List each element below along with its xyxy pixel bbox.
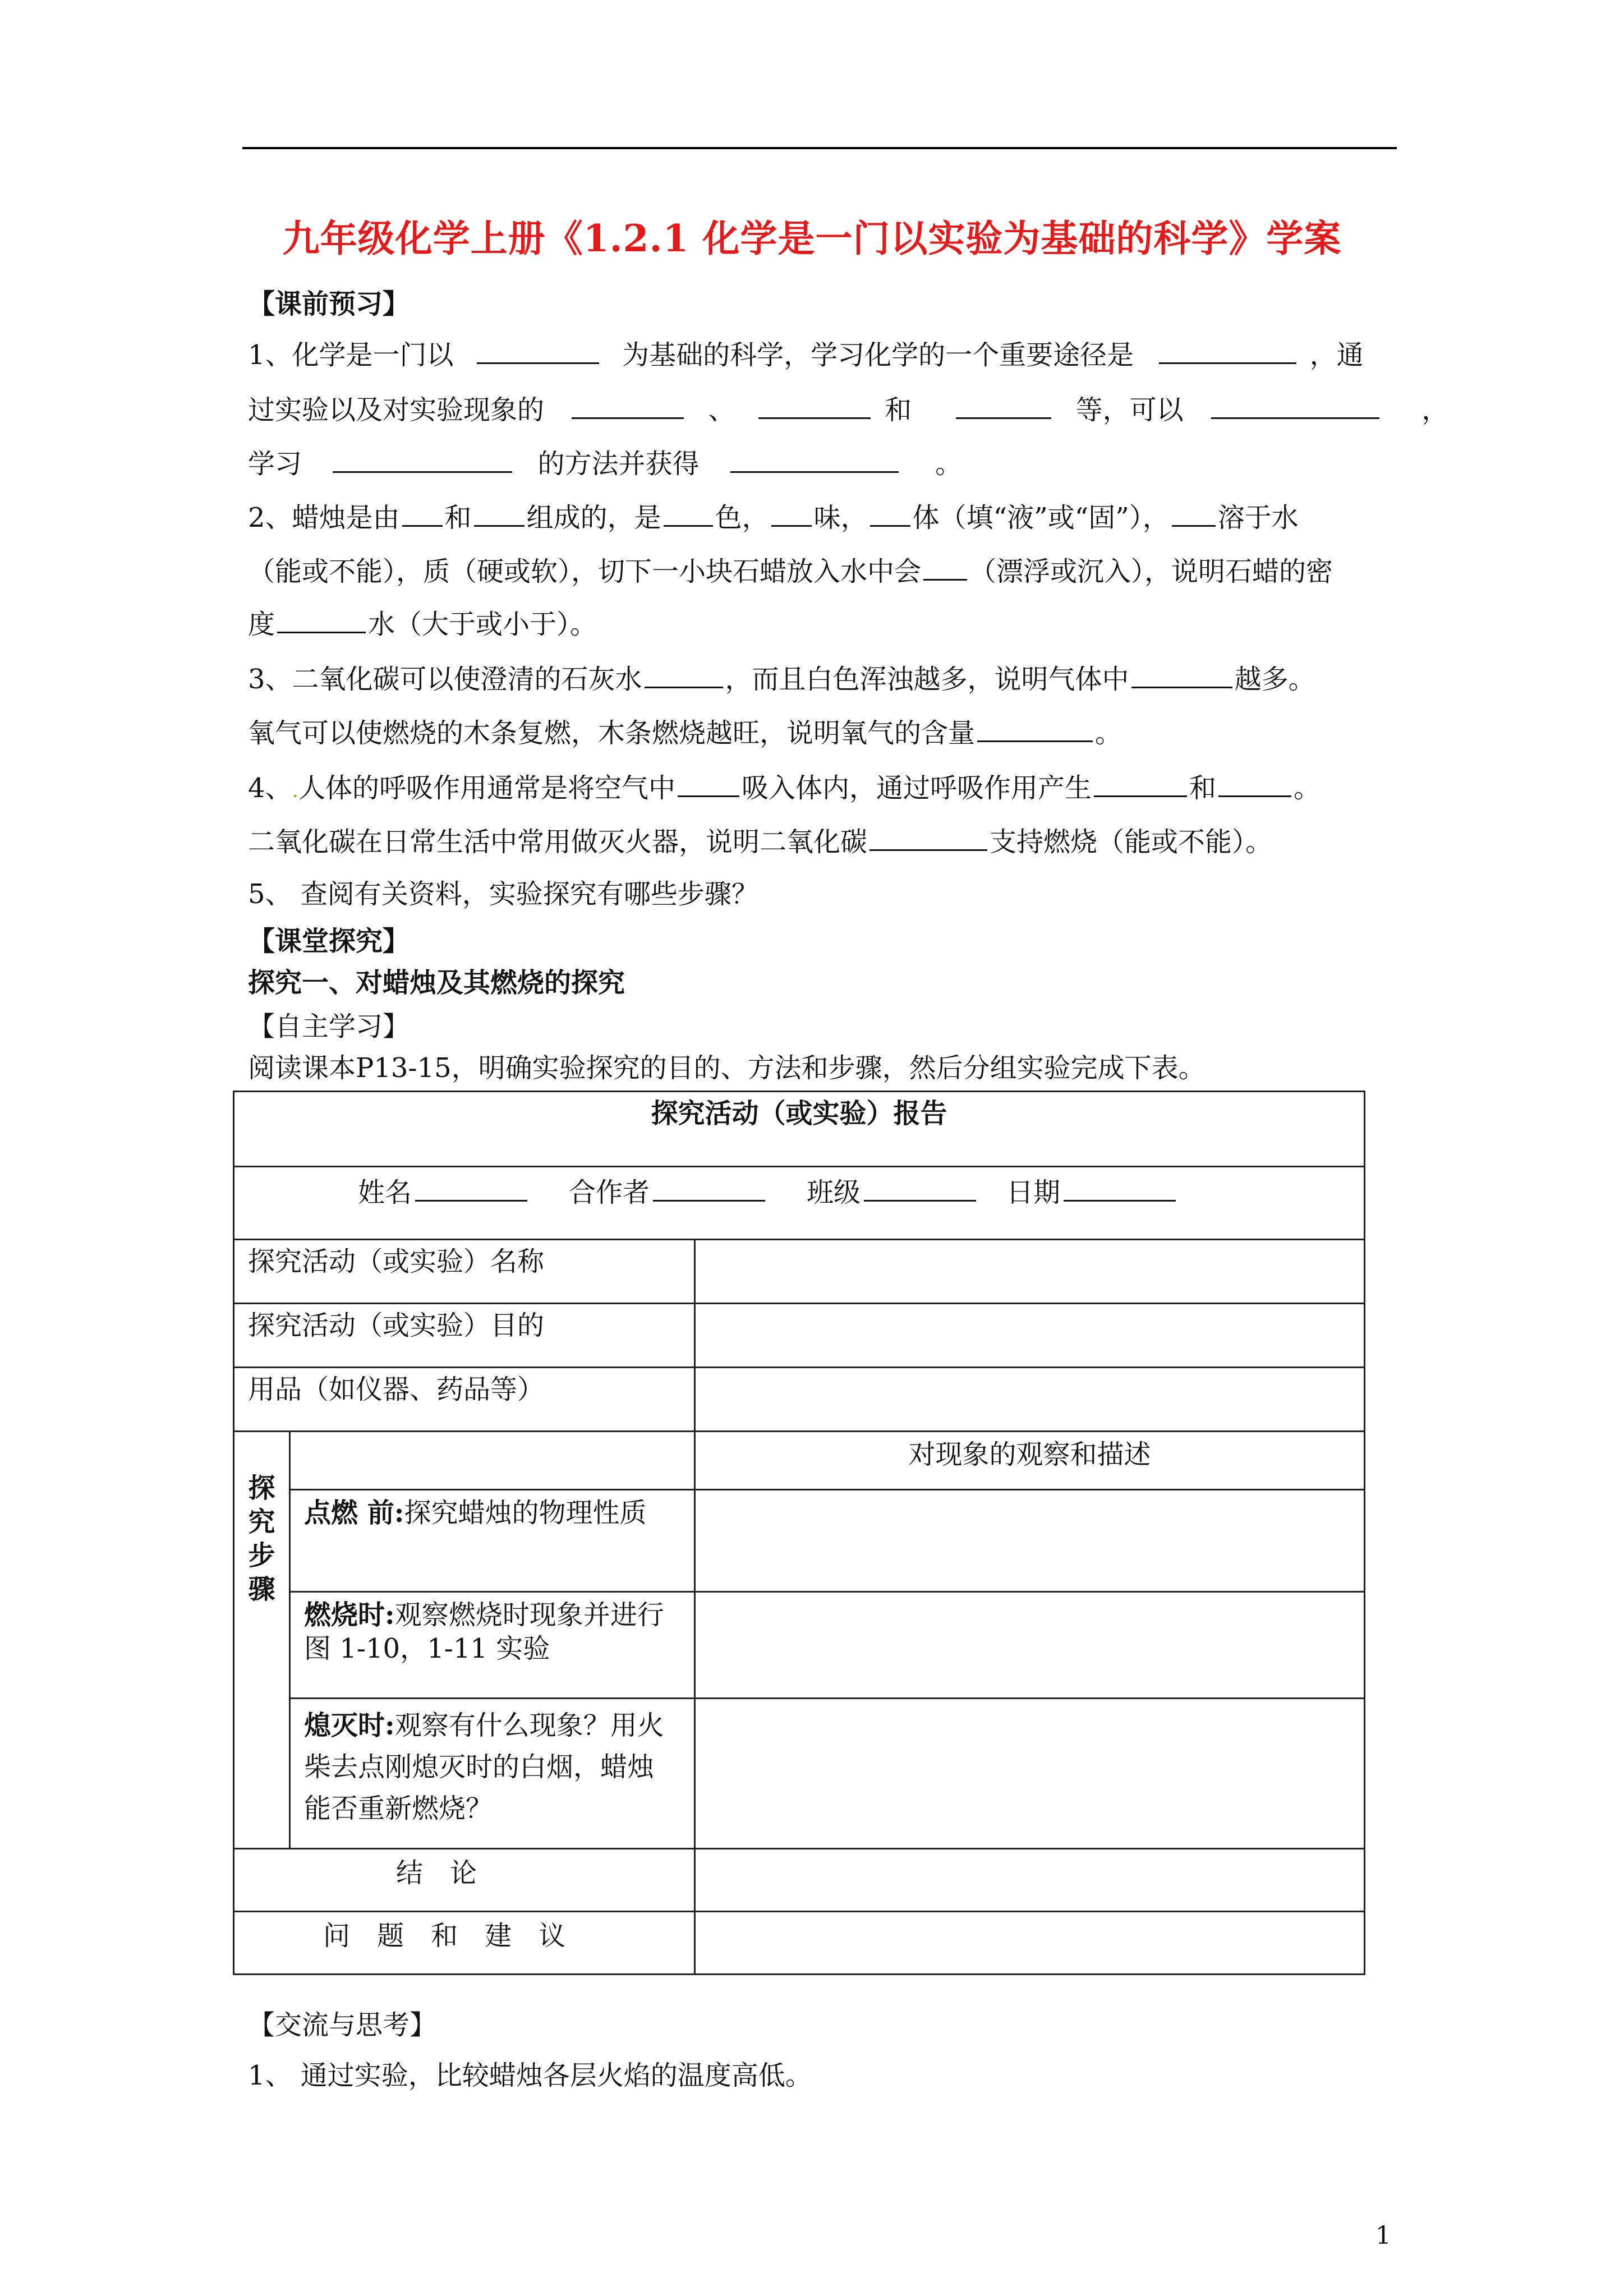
- steps-char: 骤: [248, 1573, 275, 1605]
- partner-input[interactable]: [653, 1174, 765, 1202]
- answer-blank[interactable]: [1218, 770, 1291, 797]
- answer-blank[interactable]: [977, 715, 1093, 742]
- classroom-heading: 【课堂探究】: [248, 926, 410, 957]
- exchange-question-1: 1、 通过实验，比较蜡烛各层火焰的温度高低。: [248, 2060, 812, 2091]
- question-2-line-1: [248, 499, 1299, 535]
- answer-blank[interactable]: [956, 392, 1051, 419]
- answer-blank[interactable]: [1131, 661, 1232, 688]
- q2-text: 和: [444, 502, 472, 533]
- answer-blank[interactable]: [277, 606, 366, 633]
- answer-blank[interactable]: [870, 499, 910, 527]
- q5-text: 有: [596, 878, 624, 910]
- q1-text: 和: [885, 394, 912, 426]
- inquiry-1-heading: 探究一、对蜡烛及其燃烧的探究: [248, 967, 625, 999]
- step-label: 熄灭时:: [304, 1710, 395, 1741]
- q1-text: 等，可以: [1075, 394, 1184, 426]
- name-input[interactable]: [415, 1174, 527, 1202]
- q5-text: 哪些步骤？: [623, 878, 758, 910]
- answer-blank[interactable]: [645, 661, 723, 688]
- class-input[interactable]: [864, 1174, 976, 1202]
- report-table: [233, 1091, 1365, 1975]
- q1-text: 、: [708, 394, 735, 426]
- q1-text: 的方法并获得: [537, 448, 700, 480]
- step-text: 观察有什么现象？用火柴去点刚熄灭时的白烟，蜡烛能否重新燃烧？: [304, 1710, 664, 1824]
- step-before-ignition: [290, 1490, 695, 1592]
- report-title: 探究活动（或实验）报告: [234, 1092, 1365, 1167]
- exchange-heading: 【交流与思考】: [248, 2009, 437, 2041]
- q4-text: 。: [1294, 772, 1321, 804]
- observation-cell-2[interactable]: [695, 1592, 1365, 1699]
- q1-text: ，: [1421, 394, 1449, 426]
- answer-blank[interactable]: [333, 445, 512, 473]
- step-text: 观察燃烧时现象并进行图 1-10，1-11 实验: [304, 1599, 664, 1664]
- step-label: 点燃 前:: [304, 1497, 404, 1529]
- q2-text: 水（大于或小于）。: [368, 609, 597, 640]
- answer-blank[interactable]: [1094, 770, 1187, 797]
- q4-text: 说明二氧化碳: [706, 826, 868, 858]
- answer-blank[interactable]: [1211, 392, 1379, 419]
- question-4-line-2: [248, 823, 1272, 859]
- q2-text: 色，: [715, 502, 769, 533]
- self-study-heading: 【自主学习】: [248, 1011, 410, 1042]
- step-label: 燃烧时:: [304, 1599, 395, 1631]
- question-4-line-1: [248, 770, 1321, 808]
- conclusion-label: [234, 1849, 695, 1912]
- answer-cell-supplies[interactable]: [695, 1368, 1365, 1432]
- q2-text: 溶于水: [1217, 502, 1299, 533]
- problems-cell[interactable]: [695, 1912, 1365, 1975]
- class-label: 班级: [807, 1177, 861, 1208]
- q3-text: 3、二氧化碳可以使澄清的石灰水: [248, 664, 642, 695]
- observation-cell-1[interactable]: [695, 1490, 1365, 1592]
- q1-text: 1、化学是一门以: [248, 339, 454, 371]
- mark-dot: .: [292, 779, 298, 802]
- q2-text: （能或不能），质（硬或软），切下一小块石蜡放入水中会: [248, 556, 922, 587]
- row-label-supplies: 用品（如仪器、药品等）: [234, 1368, 695, 1432]
- partner-label: 合作者: [569, 1177, 650, 1208]
- q3-text: 氧气可以使燃烧的木条复燃，木条燃烧越旺，说明氧气的含量: [248, 717, 976, 749]
- q4-text: 吸入体内，通过呼吸作用产生: [742, 772, 1092, 804]
- q1-text: 过实验以及对实验现象的: [248, 394, 545, 426]
- row-label-name: 探究活动（或实验）名称: [234, 1240, 695, 1304]
- conclusion-text: 结论: [396, 1857, 504, 1889]
- answer-blank[interactable]: [758, 392, 871, 419]
- answer-blank[interactable]: [1172, 499, 1216, 527]
- problems-label: [234, 1912, 695, 1975]
- question-5: [248, 877, 758, 911]
- q2-text: 组成的，是: [526, 502, 661, 533]
- q3-text: 。: [1095, 717, 1122, 749]
- steps-label: [234, 1432, 290, 1849]
- conclusion-cell[interactable]: [695, 1849, 1365, 1912]
- answer-blank[interactable]: [771, 499, 812, 527]
- q2-text: （漂浮或沉入），说明石蜡的密: [969, 556, 1333, 587]
- steps-char: 探: [248, 1473, 275, 1504]
- question-2-line-2: [248, 553, 1333, 588]
- answer-cell-purpose[interactable]: [695, 1304, 1365, 1368]
- step-burning: [290, 1592, 695, 1699]
- name-label: 姓名: [358, 1177, 412, 1208]
- page-number: 1: [1375, 2221, 1391, 2250]
- answer-blank[interactable]: [477, 337, 599, 364]
- answer-cell-name[interactable]: [695, 1240, 1365, 1304]
- date-input[interactable]: [1064, 1174, 1176, 1202]
- q1-text: 学习: [248, 448, 302, 480]
- header-rule: [242, 147, 1397, 149]
- answer-blank[interactable]: [1159, 337, 1296, 364]
- row-label-purpose: 探究活动（或实验）目的: [234, 1304, 695, 1368]
- step-text: 探究蜡烛的物理性质: [404, 1497, 647, 1529]
- q2-text: 体（填“液”或“固”），: [912, 502, 1170, 533]
- date-label: 日期: [1006, 1177, 1061, 1208]
- q1-text: 为基础的科学，学习化学的一个重要途径是: [622, 339, 1134, 371]
- q2-text: 2、蜡烛是由: [248, 502, 400, 533]
- report-info-row: [234, 1167, 1365, 1240]
- answer-blank[interactable]: [730, 445, 899, 473]
- q1-text: ，通: [1309, 339, 1364, 371]
- q1-text: 。: [935, 448, 963, 480]
- q3-text: 越多。: [1234, 664, 1315, 695]
- q2-text: 味，: [813, 502, 868, 533]
- answer-blank[interactable]: [923, 553, 967, 581]
- q4-text: 和: [1189, 772, 1217, 804]
- steps-char: 步: [248, 1540, 275, 1571]
- answer-blank[interactable]: [664, 499, 713, 527]
- q3-text: ，而且白色浑浊越多，说明气体中: [725, 664, 1129, 695]
- question-3-line-1: [248, 661, 1315, 696]
- steps-char: 究: [248, 1506, 275, 1538]
- problems-text: 问题和建议: [323, 1920, 593, 1952]
- q5-text: 5、 查阅有关资料，实验探究: [248, 878, 597, 910]
- answer-blank[interactable]: [572, 392, 684, 419]
- step-extinguish: [290, 1699, 695, 1849]
- question-1-line-1: [248, 337, 1364, 372]
- observation-header: 对现象的观察和描述: [695, 1432, 1365, 1490]
- q4-text: 二氧化碳在日常生活中常用做灭火器，: [248, 826, 706, 858]
- question-2-line-3: [248, 606, 597, 641]
- answer-blank[interactable]: [402, 499, 443, 527]
- q4-text: 4、: [248, 772, 292, 804]
- q4-text: 人体的呼吸作用通常是将空气中: [298, 772, 676, 804]
- answer-blank[interactable]: [474, 499, 525, 527]
- answer-blank[interactable]: [869, 823, 987, 851]
- question-1-line-2: [248, 392, 1448, 427]
- page-title: 九年级化学上册《1.2.1 化学是一门以实验为基础的科学》学案: [282, 217, 1342, 260]
- instruction-text: 阅读课本P13-15，明确实验探究的目的、方法和步骤，然后分组实验完成下表。: [248, 1052, 1206, 1084]
- question-3-line-2: [248, 715, 1122, 750]
- question-1-line-3: [248, 445, 962, 481]
- q2-text: 度: [248, 609, 275, 640]
- answer-blank[interactable]: [678, 770, 739, 797]
- q4-text: 支持燃烧（能或不能）。: [990, 826, 1273, 858]
- observation-cell-3[interactable]: [695, 1699, 1365, 1849]
- blank-header-cell: [290, 1432, 695, 1490]
- preview-heading: 【课前预习】: [248, 288, 410, 320]
